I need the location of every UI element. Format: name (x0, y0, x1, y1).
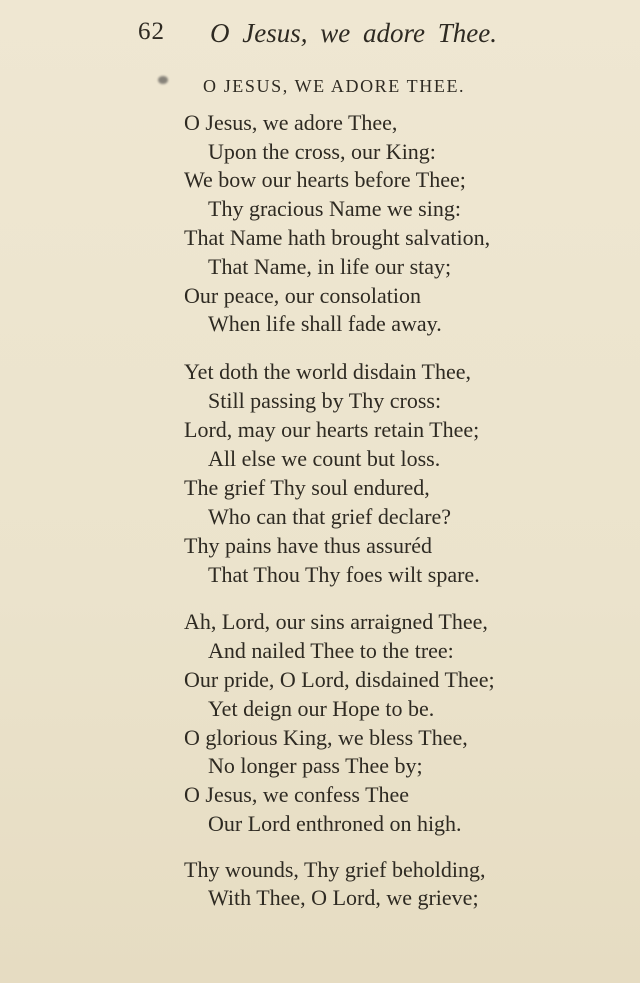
verse-line: Our pride, O Lord, disdained Thee; (184, 667, 495, 692)
verse-line: Our Lord enthroned on high. (208, 811, 462, 836)
page-number: 62 (138, 18, 165, 45)
verse-line: Yet doth the world disdain Thee, (184, 359, 471, 384)
ink-smudge (158, 76, 168, 84)
verse-line: Upon the cross, our King: (208, 139, 436, 164)
verse-line: Our peace, our consolation (184, 283, 422, 308)
verse-line: Ah, Lord, our sins arraigned Thee, (184, 609, 488, 634)
running-title: O Jesus, we adore Thee. (210, 18, 497, 48)
running-head (138, 18, 538, 52)
verse-line: The grief Thy soul endured, (184, 475, 430, 500)
verse-line: When life shall fade away. (208, 311, 442, 336)
verse-line: That Name hath brought salvation, (184, 225, 491, 250)
verse-line: Still passing by Thy cross: (208, 388, 442, 413)
verse-line: O glorious King, we bless Thee, (184, 725, 468, 750)
verse-line: That Name, in life our stay; (208, 254, 452, 279)
verse-line: Thy pains have thus assuréd (184, 533, 433, 558)
verse-line: Yet deign our Hope to be. (208, 696, 435, 721)
verse-line: Who can that grief declare? (208, 504, 452, 529)
verse-line: And nailed Thee to the tree: (208, 638, 454, 663)
verse-line: We bow our hearts before Thee; (184, 167, 466, 192)
verse-line: All else we count but loss. (208, 446, 441, 471)
verse-line: With Thee, O Lord, we grieve; (208, 885, 479, 910)
verse-line: O Jesus, we adore Thee, (184, 110, 398, 135)
verse-line: No longer pass Thee by; (208, 753, 423, 778)
verse-line: That Thou Thy foes wilt spare. (208, 562, 480, 587)
hymn-title: O JESUS, WE ADORE THEE. (203, 76, 466, 96)
verse-line: Lord, may our hearts retain Thee; (184, 417, 480, 442)
verse-line: Thy wounds, Thy grief beholding, (184, 857, 486, 882)
verse-line: O Jesus, we confess Thee (184, 782, 410, 807)
verse-line: Thy gracious Name we sing: (208, 196, 461, 221)
